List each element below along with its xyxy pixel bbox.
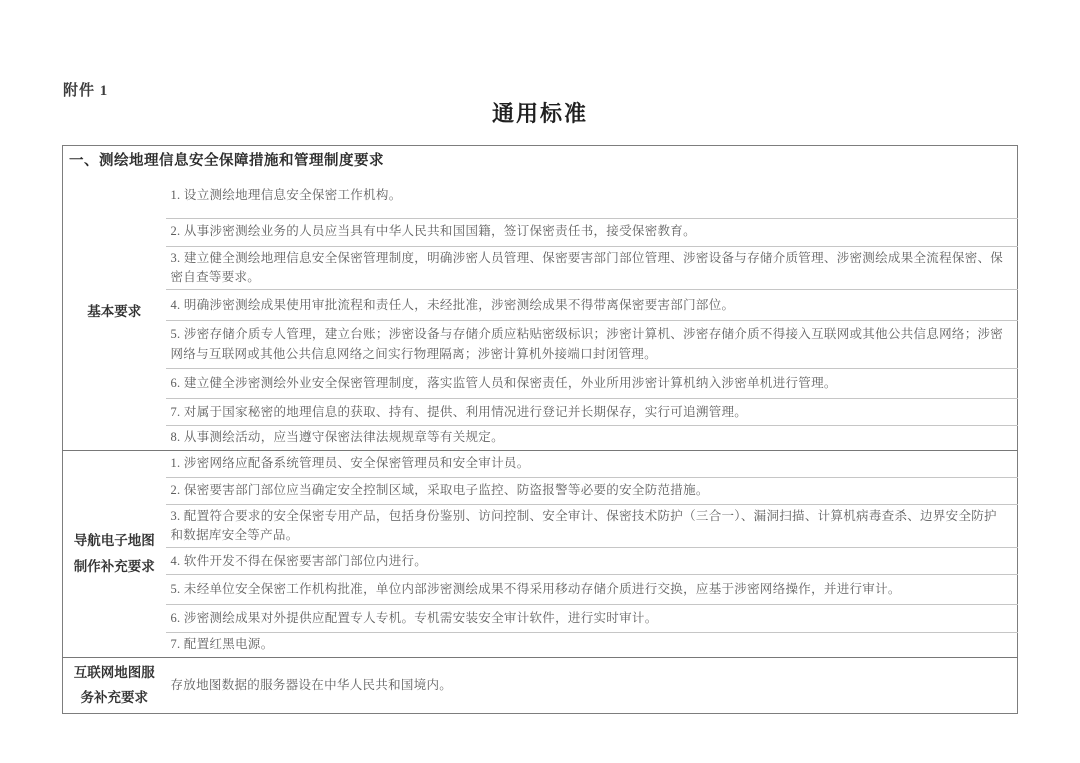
table-row xyxy=(63,450,1018,477)
table-row xyxy=(63,548,1018,575)
section-label-internet-map-service: 互联网地图服务补充要求 xyxy=(63,657,166,713)
table-row xyxy=(63,218,1018,246)
table-row xyxy=(63,399,1018,426)
table-row xyxy=(63,426,1018,450)
requirement-item: 8. 从事测绘活动，应当遵守保密法律法规规章等有关规定。 xyxy=(166,426,1018,450)
table-row xyxy=(63,504,1018,548)
requirement-item: 存放地图数据的服务器设在中华人民共和国境内。 xyxy=(166,657,1018,713)
table-row xyxy=(63,246,1018,290)
document-title: 通用标准 xyxy=(491,101,588,126)
section-label-basic-requirements: 基本要求 xyxy=(87,303,142,319)
requirement-item: 3. 配置符合要求的安全保密专用产品，包括身份鉴别、访问控制、安全审计、保密技术防护（三合一）、漏洞扫描、计算机病毒查杀、边界安全防护和数据库安全等产品。 xyxy=(166,504,1018,548)
table-row xyxy=(63,657,1018,713)
table-row xyxy=(63,290,1018,321)
attachment-label: 附件 1 xyxy=(63,83,109,99)
table-header-row xyxy=(63,146,1018,175)
requirement-item: 1. 设立测绘地理信息安全保密工作机构。 xyxy=(170,188,402,203)
table-row xyxy=(63,605,1018,633)
table-row xyxy=(63,174,1018,218)
standards-table xyxy=(62,145,1018,714)
requirement-item: 7. 对属于国家秘密的地理信息的获取、持有、提供、利用情况进行登记并长期保存，实行可追溯管理。 xyxy=(166,399,1018,426)
table-row xyxy=(63,369,1018,399)
requirement-item: 3. 建立健全测绘地理信息安全保密管理制度，明确涉密人员管理、保密要害部门部位管理、涉密设备与存储介质管理、涉密测绘成果全流程保密、保密自查等要求。 xyxy=(166,246,1018,290)
requirement-item: 5. 未经单位安全保密工作机构批准，单位内部涉密测绘成果不得采用移动存储介质进行交换，应基于涉密网络操作，并进行审计。 xyxy=(166,575,1018,605)
table-row xyxy=(63,321,1018,369)
section-label-navigation-emap: 导航电子地图制作补充要求 xyxy=(63,450,166,657)
requirement-item: 6. 涉密测绘成果对外提供应配置专人专机。专机需安装安全审计软件，进行实时审计。 xyxy=(166,605,1018,633)
table-row xyxy=(63,575,1018,605)
requirement-item: 1. 涉密网络应配备系统管理员、安全保密管理员和安全审计员。 xyxy=(166,450,1018,477)
requirement-item: 4. 明确涉密测绘成果使用审批流程和责任人，未经批准，涉密测绘成果不得带离保密要害部门部位。 xyxy=(166,290,1018,321)
requirement-item: 2. 保密要害部门部位应当确定安全控制区域，采取电子监控、防盗报警等必要的安全防范措施。 xyxy=(166,477,1018,504)
table-header-title: 一、测绘地理信息安全保障措施和管理制度要求 xyxy=(69,153,384,169)
requirement-item: 6. 建立健全涉密测绘外业安全保密管理制度，落实监管人员和保密责任，外业所用涉密计算机纳入涉密单机进行管理。 xyxy=(166,369,1018,399)
requirement-item: 5. 涉密存储介质专人管理，建立台账；涉密设备与存储介质应粘贴密级标识；涉密计算机、涉密存储介质不得接入互联网或其他公共信息网络；涉密网络与互联网或其他公共信息网络之间实行物理隔离；涉密计算机外接端口封闭管理。 xyxy=(166,321,1018,369)
table-row xyxy=(63,633,1018,657)
requirement-item: 2. 从事涉密测绘业务的人员应当具有中华人民共和国国籍，签订保密责任书，接受保密教育。 xyxy=(166,218,1018,246)
requirement-item: 4. 软件开发不得在保密要害部门部位内进行。 xyxy=(166,548,1018,575)
table-row xyxy=(63,477,1018,504)
requirement-item: 7. 配置红黑电源。 xyxy=(166,633,1018,657)
